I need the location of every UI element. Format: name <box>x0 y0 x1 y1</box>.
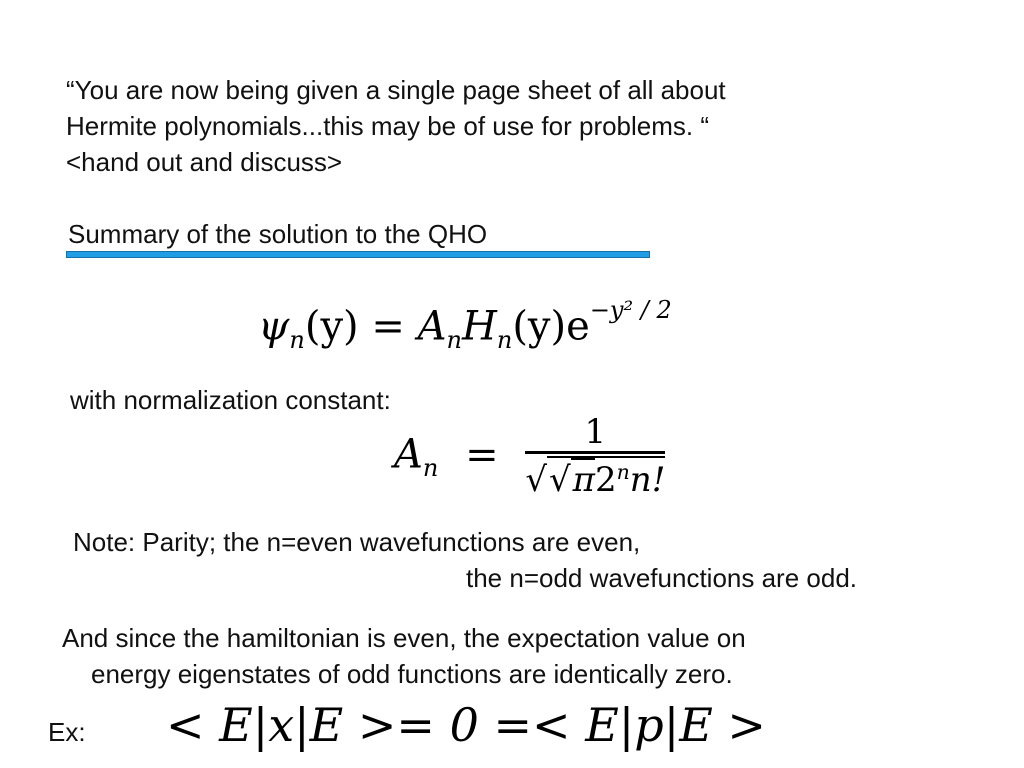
example-label: Ex: <box>48 717 86 747</box>
eq2-inner-radical: √ <box>548 460 571 501</box>
intro-line-2: Hermite polynomials...this may be of use for problems. “ <box>66 111 710 141</box>
eq2-equals: = <box>452 431 512 478</box>
summary-underline <box>66 251 650 258</box>
eq1-equals: = <box>358 303 418 350</box>
eq2-denominator <box>525 454 665 501</box>
eq2-A: A <box>394 431 423 478</box>
eq1-sub-n: n <box>289 325 305 354</box>
conclusion-line-2: energy eigenstates of odd functions are identically zero. <box>91 659 733 689</box>
eq1-A: A <box>417 303 447 350</box>
eq2-outer-radical: √ <box>525 460 547 501</box>
eq1-arg: (y) <box>304 303 359 350</box>
expectation-equation: < E|x|E >= 0 =< E|p|E > <box>166 698 766 752</box>
parity-note-line-1: Note: Parity; the n=even wavefunctions are even, <box>73 527 641 557</box>
eq1-psi: ψ <box>258 303 290 350</box>
eq2-outer-radicand <box>547 456 665 501</box>
eq2-n-factorial: n! <box>629 460 666 501</box>
eq1-H: H <box>461 303 497 350</box>
eq1-arg2: (y) <box>512 303 567 350</box>
intro-line-3: <hand out and discuss> <box>66 147 343 177</box>
normalization-label: with normalization constant: <box>70 385 391 415</box>
conclusion-line-1: And since the hamiltonian is even, the expectation value on <box>62 623 746 653</box>
eq1-exponent: −y² / 2 <box>589 296 672 324</box>
eq2-numerator: 1 <box>525 414 665 454</box>
summary-heading: Summary of the solution to the QHO <box>68 219 488 249</box>
wavefunction-equation <box>258 296 672 354</box>
eq1-A-sub: n <box>446 325 462 354</box>
intro-line-1: “You are now being given a single page sheet of all about <box>66 75 726 105</box>
parity-note-line-2: the n=odd wavefunctions are odd. <box>466 563 858 593</box>
eq2-pi-radicand <box>571 458 595 501</box>
eq1-H-sub: n <box>496 325 513 354</box>
eq2-fraction <box>525 414 665 501</box>
eq2-two: 2 <box>595 460 617 501</box>
eq1-e: e <box>566 303 590 350</box>
normalization-equation <box>394 414 665 501</box>
eq2-A-sub: n <box>422 453 439 482</box>
eq2-exponent-n: n <box>616 460 630 485</box>
eq2-pi: π <box>572 460 596 501</box>
